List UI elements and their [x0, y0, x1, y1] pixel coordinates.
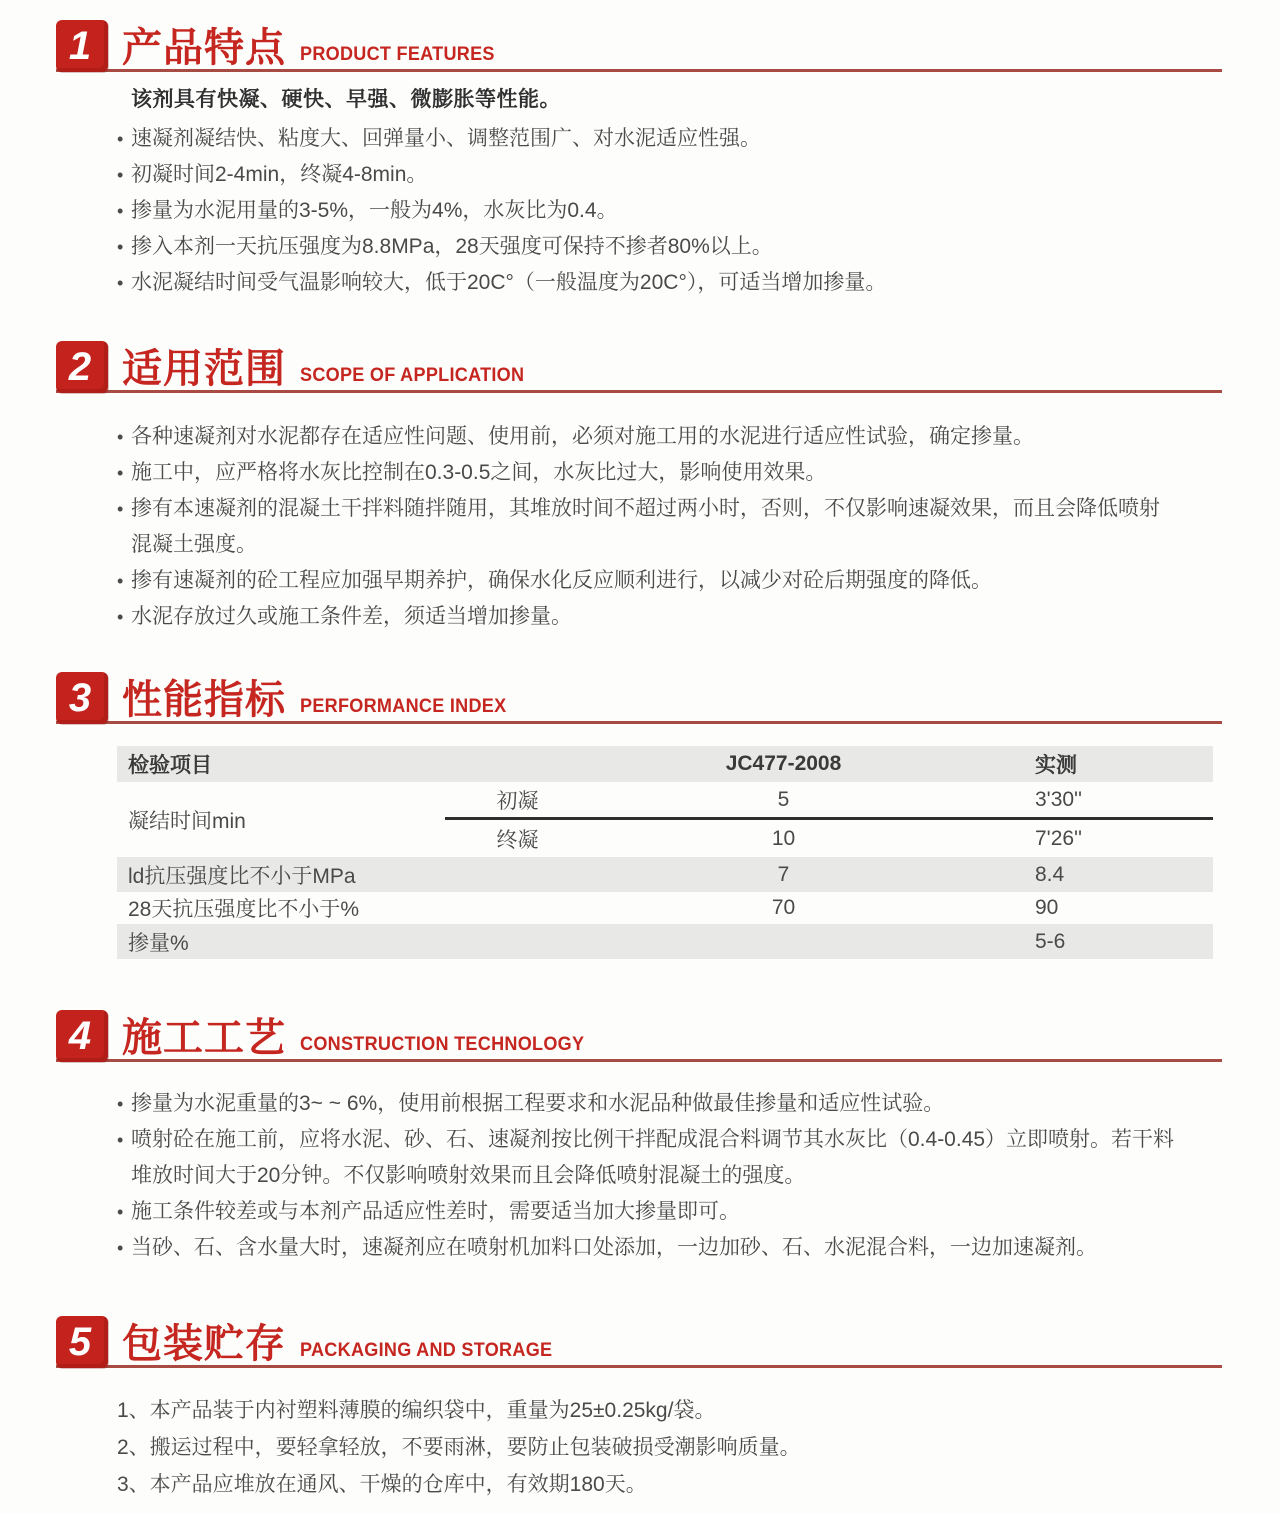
section-1-title-cn: 产品特点 [122, 26, 286, 70]
numbered-item: 3、本产品应堆放在通风、干燥的仓库中，有效期180天。 [117, 1473, 647, 1496]
subrow-measured-value: 3'30'' [1035, 787, 1083, 811]
setting-time-label: 凝结时间min [128, 809, 246, 833]
section-4-number: 4 [68, 1014, 92, 1058]
bullet-item: • 水泥凝结时间受气温影响较大，低于20C°（一般温度为20C°），可适当增加掺量。 [117, 265, 1177, 301]
table-header-row [117, 746, 1213, 782]
table-row-28d-strength [117, 892, 1213, 924]
section-4-number-badge [56, 1010, 108, 1062]
bullet-item: • 速凝剂凝结快、粘度大、回弹量小、调整范围广、对水泥适应性强。 [117, 121, 1177, 157]
table-header-standard: JC477-2008 [725, 752, 842, 775]
bullet-item: • 掺量为水泥重量的3~ ~ 6%，使用前根据工程要求和水泥品种做最佳掺量和适应性试验。 [117, 1086, 1177, 1122]
subrow-standard-value: 10 [771, 826, 796, 850]
section-2-title-en: SCOPE OF APPLICATION [300, 365, 525, 386]
section-5-content [0, 1392, 1280, 1503]
bullet-item: • 掺入本剂一天抗压强度为8.8MPa，28天强度可保持不掺者80%以上。 [117, 229, 1177, 265]
section-5-header [0, 1316, 1280, 1369]
section-product-features [0, 20, 1280, 301]
row-measured-value: 5-6 [1035, 929, 1066, 953]
section-2-number: 2 [68, 345, 92, 389]
table-header-item: 检验项目 [128, 754, 212, 777]
subrow-measured-value: 7'26'' [1035, 826, 1083, 850]
section-1-title-en: PRODUCT FEATURES [300, 44, 495, 65]
subrow-name: 初凝 [496, 789, 539, 813]
bullet-item: • 各种速凝剂对水泥都存在适应性问题、使用前，必须对施工用的水泥进行适应性试验，确定掺量。 [117, 419, 1177, 455]
section-4-header [0, 1010, 1280, 1063]
subrow-standard-value: 5 [777, 787, 790, 811]
section-performance-index [0, 672, 1280, 959]
row-item-label: ld抗压强度比不小于MPa [128, 864, 356, 888]
section-1-number-badge [56, 20, 108, 72]
section-3-number: 3 [68, 676, 92, 720]
section-4-title-en: CONSTRUCTION TECHNOLOGY [300, 1034, 585, 1055]
bullet-item: • 当砂、石、含水量大时，速凝剂应在喷射机加料口处添加，一边加砂、石、水泥混合料，一边加速凝剂。 [117, 1230, 1177, 1266]
section-5-number: 5 [68, 1320, 92, 1364]
bullet-item: • 施工条件较差或与本剂产品适应性差时，需要适当加大掺量即可。 [117, 1194, 1177, 1230]
section-packaging-and-storage [0, 1316, 1280, 1503]
row-item-label: 掺量% [128, 931, 189, 955]
row-standard-value: 70 [771, 896, 796, 919]
section-construction-technology [0, 1010, 1280, 1266]
section-3-title-en: PERFORMANCE INDEX [300, 696, 507, 717]
section-2-title [122, 341, 536, 393]
section-1-content [0, 85, 1280, 301]
table-row-1d-strength [117, 857, 1213, 892]
section-4-title [122, 1010, 599, 1062]
bullet-item: • 初凝时间2-4min，终凝4-8min。 [117, 157, 1177, 193]
table-subrow-final-set [445, 820, 1213, 857]
section-1-number: 1 [68, 24, 92, 68]
section-5-title-en: PACKAGING AND STORAGE [300, 1340, 553, 1361]
numbered-item: 2、搬运过程中，要轻拿轻放，不要雨淋，要防止包装破损受潮影响质量。 [117, 1436, 801, 1459]
table-subrow-initial-set [445, 782, 1213, 820]
section-4-title-cn: 施工工艺 [122, 1016, 286, 1060]
section-1-title [122, 20, 505, 72]
section-5-title [122, 1316, 566, 1368]
section-5-numbered-list [117, 1392, 1177, 1503]
section-3-title [122, 672, 517, 724]
row-standard-value: 7 [777, 862, 790, 886]
section-3-number-badge [56, 672, 108, 724]
setting-time-subrows [445, 782, 1213, 857]
table-row-dosage [117, 924, 1213, 959]
section-2-header [0, 341, 1280, 394]
section-5-number-badge [56, 1316, 108, 1368]
section-4-bullet-list [117, 1086, 1177, 1266]
row-item-label: 28天抗压强度比不小于% [128, 898, 360, 921]
numbered-item: 1、本产品装于内衬塑料薄膜的编织袋中，重量为25±0.25kg/袋。 [117, 1399, 716, 1422]
bullet-item: • 喷射砼在施工前，应将水泥、砂、石、速凝剂按比例干拌配成混合料调节其水灰比（0.4-0.45）立即喷射。若干料堆放时间大于20分钟。不仅影响喷射效果而且会降低喷射混凝土的强度。 [117, 1122, 1177, 1194]
performance-table [117, 746, 1213, 959]
row-measured-value: 8.4 [1035, 862, 1065, 886]
bullet-item: • 水泥存放过久或施工条件差，须适当增加掺量。 [117, 599, 1177, 635]
bullet-item: • 掺有本速凝剂的混凝土干拌料随拌随用，其堆放时间不超过两小时，否则，不仅影响速凝效果，而且会降低喷射混凝土强度。 [117, 491, 1177, 563]
bullet-item: • 施工中，应严格将水灰比控制在0.3-0.5之间，水灰比过大，影响使用效果。 [117, 455, 1177, 491]
section-3-title-cn: 性能指标 [122, 678, 286, 722]
table-header-measured: 实测 [1035, 754, 1077, 777]
section-2-title-cn: 适用范围 [122, 347, 286, 391]
section-1-intro: 该剂具有快凝、硬快、早强、微膨胀等性能。 [131, 88, 561, 111]
row-measured-value: 90 [1035, 896, 1059, 919]
table-row-setting-time [117, 782, 1213, 857]
section-3-header [0, 672, 1280, 725]
bullet-item: • 掺量为水泥用量的3-5%，一般为4%，水灰比为0.4。 [117, 193, 1177, 229]
section-1-header [0, 20, 1280, 73]
subrow-name: 终凝 [496, 828, 539, 852]
section-5-title-cn: 包装贮存 [122, 1322, 286, 1366]
bullet-item: • 掺有速凝剂的砼工程应加强早期养护，确保水化反应顺利进行，以减少对砼后期强度的降低。 [117, 563, 1177, 599]
section-scope-of-application [0, 341, 1280, 635]
section-1-bullet-list [117, 121, 1177, 301]
section-2-content [0, 419, 1280, 635]
section-2-bullet-list [117, 419, 1177, 635]
section-4-content [0, 1086, 1280, 1266]
section-2-number-badge [56, 341, 108, 393]
